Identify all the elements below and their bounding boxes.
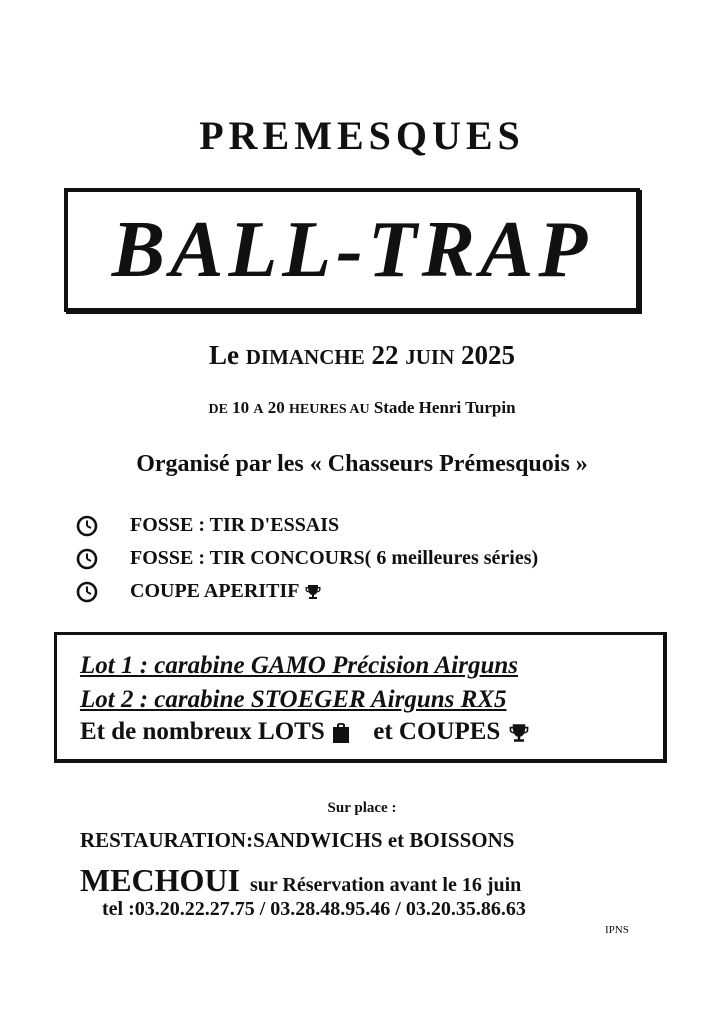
title-frame (64, 188, 640, 312)
catering-line: RESTAURATION:SANDWICHS et BOISSONS (80, 828, 515, 852)
event-hours (0, 398, 724, 418)
event-item (76, 514, 339, 537)
mechoui-reservation: sur Réservation avant le 16 juin (250, 874, 522, 896)
mechoui-heading: MECHOUI (80, 862, 240, 898)
date-le: Le (208, 340, 239, 370)
hours-from: 10 (232, 398, 250, 417)
prizes-extra-lots: Et de nombreux LOTS (80, 718, 325, 745)
clock-icon (76, 581, 98, 603)
date-month: JUIN (405, 345, 455, 369)
on-site-label: Sur place : (327, 800, 397, 816)
event-label: FOSSE : TIR D'ESSAIS (130, 514, 340, 536)
event-item (76, 547, 538, 570)
event-label: FOSSE : TIR CONCOURS( 6 meilleures séries) (130, 547, 539, 569)
date-num: 22 (371, 340, 399, 370)
prize-lot-1: Lot 1 : carabine GAMO Précision Airguns (80, 652, 519, 679)
date-year: 2025 (461, 340, 515, 370)
trophy-icon (305, 584, 321, 600)
event-label: COUPE APERITIF (130, 580, 300, 602)
prizes-extra-coupes: et COUPES (373, 718, 501, 745)
hours-de: DE (208, 402, 228, 417)
hours-heures: HEURES AU (289, 402, 370, 417)
event-date (0, 340, 724, 371)
mechoui-line (80, 862, 521, 899)
date-day: DIMANCHE (245, 345, 365, 369)
organizer-line: Organisé par les « Chasseurs Prémesquois » (136, 451, 588, 477)
trophy-icon (509, 723, 529, 743)
event-item (76, 580, 321, 603)
hours-stade: Stade Henri Turpin (373, 398, 516, 417)
hours-a: A (253, 402, 264, 417)
clock-icon (76, 548, 98, 570)
event-title: BALL-TRAP (111, 205, 593, 294)
ipns-footer: IPNS (605, 924, 629, 936)
clock-icon (76, 515, 98, 537)
phone-numbers: tel :03.20.22.27.75 / 03.28.48.95.46 / 03.20.35.86.63 (102, 898, 526, 920)
hours-to: 20 (267, 398, 285, 417)
prize-lot-2: Lot 2 : carabine STOEGER Airguns RX5 (80, 686, 507, 713)
town-heading: PREMESQUES (199, 113, 525, 158)
bag-icon (331, 722, 351, 744)
prizes-extra (80, 718, 529, 746)
